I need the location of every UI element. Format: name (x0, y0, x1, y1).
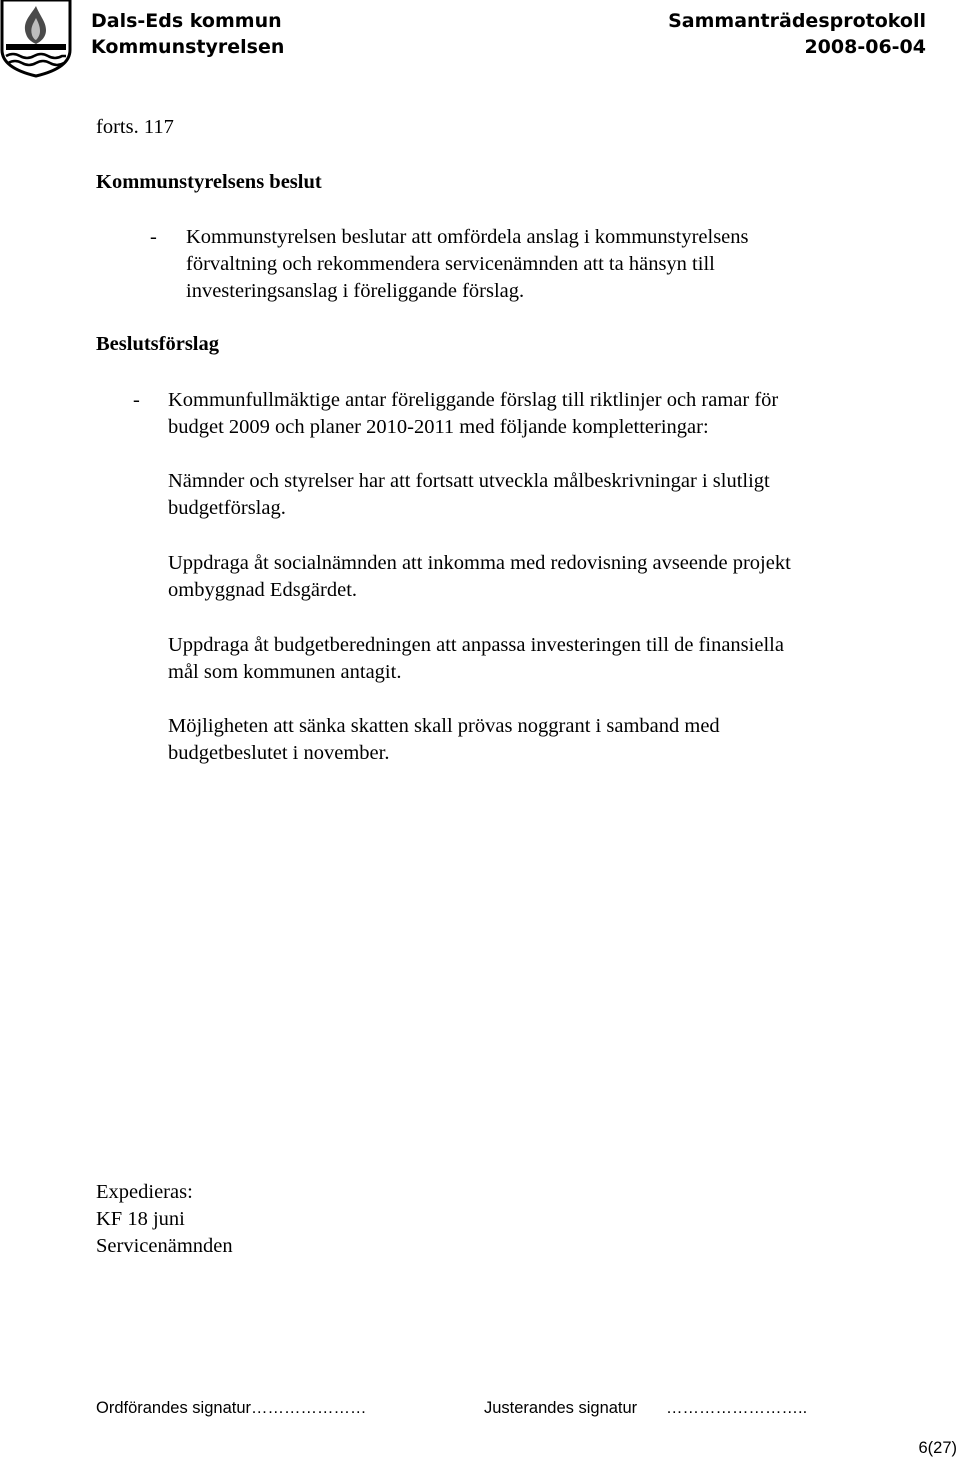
list-dash: - (150, 226, 157, 248)
chair-signature: Ordförandes signatur………………… (96, 1399, 367, 1417)
supplement-line: ombyggnad Edsgärdet. (168, 579, 358, 601)
proposal-heading: Beslutsförslag (96, 333, 219, 355)
document-type: Sammanträdesprotokoll (668, 10, 926, 32)
proposal-intro (168, 387, 778, 441)
decision-line: Kommunstyrelsen beslutar att omfördela anslag i kommunstyrelsens (186, 226, 749, 248)
decision-line: förvaltning och rekommendera servicenämnden att ta hänsyn till (186, 253, 715, 275)
proposal-supplement-4 (168, 713, 720, 767)
adjuster-signature-dots: …………………….. (666, 1399, 808, 1417)
proposal-supplement-2 (168, 550, 791, 604)
proposal-line: Kommunfullmäktige antar föreliggande förslag till riktlinjer och ramar för (168, 389, 779, 411)
adjuster-signature: Justerandes signatur (484, 1399, 638, 1417)
municipality-name: Dals-Eds kommun (91, 10, 282, 32)
proposal-supplement-1 (168, 468, 770, 522)
dispatch-block (96, 1179, 233, 1260)
supplement-line: Uppdraga åt budgetberedningen att anpassa investeringen till de finansiella (168, 634, 784, 656)
proposal-supplement-3 (168, 632, 784, 686)
supplement-line: budgetbeslutet i november. (168, 742, 390, 764)
header-right (668, 8, 926, 60)
supplement-line: budgetförslag. (168, 497, 286, 519)
committee-name: Kommunstyrelsen (91, 36, 285, 58)
municipal-coat-of-arms-icon (0, 0, 72, 78)
decision-heading: Kommunstyrelsens beslut (96, 171, 322, 193)
supplement-line: Uppdraga åt socialnämnden att inkomma med redovisning avseende projekt (168, 552, 791, 574)
header-left (91, 8, 284, 60)
decision-line: investeringsanslag i föreliggande förslag. (186, 280, 525, 302)
supplement-line: Möjligheten att sänka skatten skall prövas noggrant i samband med (168, 715, 720, 737)
supplement-line: Nämnder och styrelser har att fortsatt utveckla målbeskrivningar i slutligt (168, 470, 770, 492)
list-dash: - (133, 389, 140, 411)
page-number: 6(27) (918, 1439, 957, 1457)
supplement-line: mål som kommunen antagit. (168, 661, 402, 683)
section-continuation: forts. 117 (96, 116, 174, 138)
dispatch-recipient: Servicenämnden (96, 1235, 233, 1257)
dispatch-recipient: KF 18 juni (96, 1208, 185, 1230)
meeting-date: 2008-06-04 (804, 36, 926, 58)
decision-text (186, 224, 749, 305)
proposal-line: budget 2009 och planer 2010-2011 med följande kompletteringar: (168, 416, 709, 438)
dispatch-label: Expedieras: (96, 1181, 193, 1203)
